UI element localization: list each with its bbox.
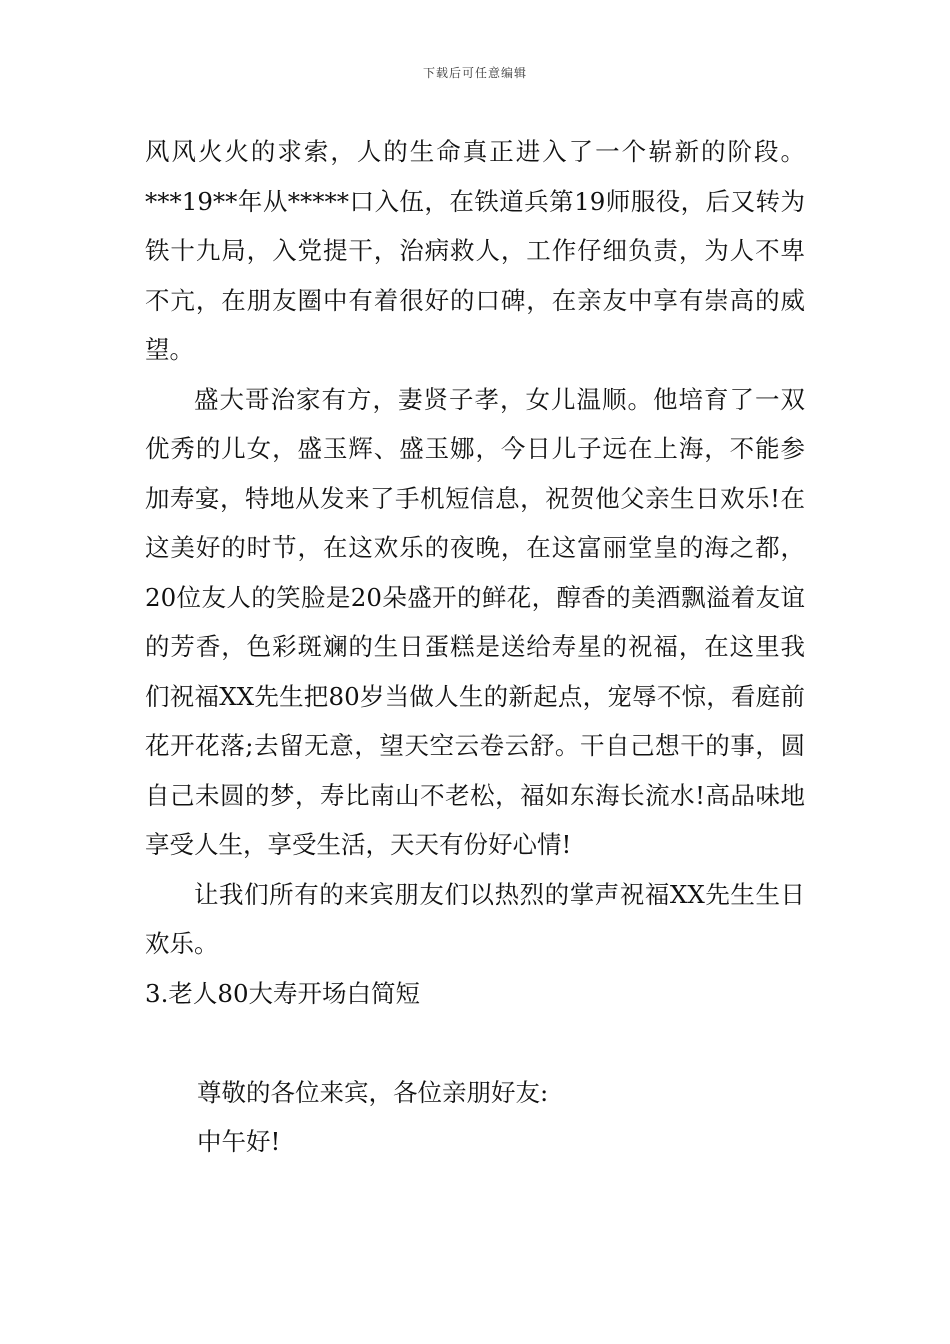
salutation-line: 中午好! <box>197 1127 281 1156</box>
paragraph-2: 盛大哥治家有方，妻贤子孝，女儿温顺。他培育了一双优秀的儿女，盛玉辉、盛玉娜，今日儿子远在上海，不能参加寿宴，特地从发来了手机短信息，祝贺他父亲生日欢乐!在这美好的时节，在这欢乐的夜晚，在这富丽堂皇的海之都，20位友人的笑脸是20朵盛开的鲜花，醇香的美酒飘溢着友谊的芳香，色彩斑斓的生日蛋糕是送给寿星的祝福，在这里我们祝福XX先生把80岁当做人生的新起点，宠辱不惊，看庭前花开花落;去留无意，望天空云卷云舒。干自己想干的事，圆自己未圆的梦，寿比南山不老松，福如东海长流水!高品味地享受人生，享受生活，天天有份好心情! <box>145 384 805 859</box>
document-body <box>145 127 805 1167</box>
header-note: 下载后可任意编辑 <box>422 66 527 80</box>
greeting-line: 尊敬的各位来宾，各位亲朋好友: <box>197 1077 549 1107</box>
paragraph-3: 让我们所有的来宾朋友们以热烈的掌声祝福XX先生生日欢乐。 <box>145 879 805 958</box>
section-heading: 3.老人80大寿开场白简短 <box>145 978 421 1008</box>
paragraph-1: 风风火火的求索，人的生命真正进入了一个崭新的阶段。***19**年从*****口入伍，在铁道兵第19师服役，后又转为铁十九局，入党提干，治病救人，工作仔细负责，为人不卑不亢，在朋友圈中有着很好的口碑，在亲友中享有崇高的威望。 <box>145 137 805 364</box>
blank-line <box>145 1018 805 1068</box>
